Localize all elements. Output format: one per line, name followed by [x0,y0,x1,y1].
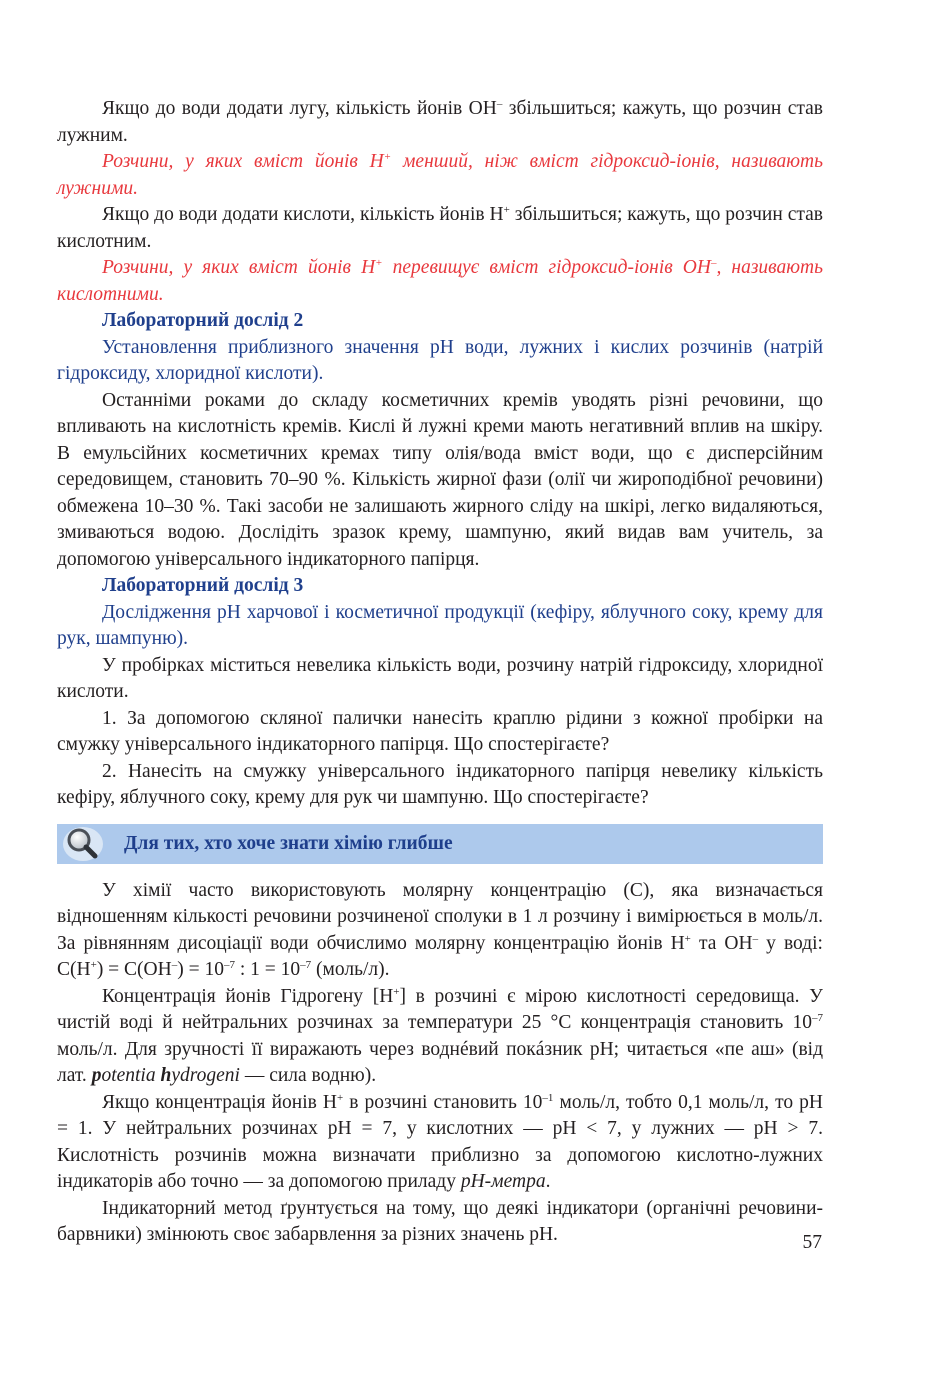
definition-alkaline: Розчини, у яких вміст йонів H+ менший, ніж вміст гідроксид-іонів, називають лужними. [57,151,823,199]
deeper-knowledge-banner [57,824,823,864]
paragraph-indicator-method: Індикаторний метод ґрунтується на тому, що деякі індикатори (органічні речовини-барвники) змінюють своє забарвлення за різних значень pH. [57,1197,823,1245]
paragraph-ph-scale: Якщо концентрація йонів H+ в розчині становить $10^{-1}$ моль/л, тобто 0,1 моль/л, то pH = 1. У нейтральних розчинах pH = 7, у кислотних — pH < 7, у лужних — pH > 7. Кислотність розчинів можна визначати приблизно за допомогою кислотно-лужних індикаторів або точно — за допомогою приладу pH-метра. [57,1091,823,1192]
lab-3-intro: У пробірках міститься невелика кількість води, розчину натрій гідроксиду, хлоридної кислоти. [57,654,823,702]
lab-2-text: Останніми роками до складу косметичних кремів уводять різні речовини, що впливають на кислотність кремів. Кислі й лужні креми мають негативний вплив на шкіру. В емульсійних косметичних кремах типу олія/вода вміст води, що є дисперсійним середовищем, становить 70–90 %. Кількість жирної фази (олії чи жироподібної речовини) обмежена 10–30 %. Такі засоби не залишають жирного сліду на шкірі, легко видаляються, змиваються водою. Дослідіть зразок крему, шампуню, який видав вам учитель, за допомогою універсального індикаторного папірця. [57,389,823,570]
banner-title: Для тих, хто хоче знати хімію глибше [124,832,453,854]
definition-acidic: Розчини, у яких вміст йонів H+ перевищує вміст гідроксид-іонів OH–, називають кислотними. [57,257,823,305]
lab-2-title: Лабораторний дослід 2 [102,310,304,331]
lab-3-title: Лабораторний дослід 3 [102,575,304,596]
lab-3-step-1: 1. За допомогою скляної палички нанесіть краплю рідини з кожної пробірки на смужку універсального індикаторного папірця. Що спостерігаєте? [57,707,823,755]
paragraph-molar-concentration: У хімії часто використовують молярну концентрацію (С), яка визначається відношенням кількості речовини розчиненої сполуки в 1 л розчину і вимірюється в моль/л. За рівнянням дисоціації води обчислимо молярну концентрацію йонів H+ та OH– у воді: $C(H^+) = C(OH^-) = 10^{-7}$ : $1 = 10^{-7}$ (моль/л). [57,879,823,980]
paragraph-alkaline: Якщо до води додати лугу, кількість йонів OH– збільшиться; кажуть, що розчин став лужним. [57,98,823,146]
paragraph-hydrogen-concentration: Концентрація йонів Гідрогену [H+] в розчині є мірою кислотності середовища. У чистій воді й нейтральних розчинах за температури 25 °С концентрація становить $10^{-7}$ моль/л. Для зручності її виражають через воднéвий покáзник pH; читається «пе аш» (від лат. potentia hydrogeni — сила водню). [57,985,823,1086]
lab-3-description: Дослідження pH харчової і косметичної продукції (кефіру, яблучного соку, крему для рук, шампуню). [57,601,823,649]
page-content [57,96,823,1249]
lab-3-step-2: 2. Нанесіть на смужку універсального індикаторного папірця невелику кількість кефіру, яблучного соку, крему для рук чи шампуню. Що спостерігаєте? [57,760,823,808]
magnifier-icon [61,824,105,864]
paragraph-acidic: Якщо до води додати кислоти, кількість йонів H+ збільшиться; кажуть, що розчин став кислотним. [57,204,823,252]
page-number: 57 [802,1232,822,1253]
lab-2-description: Установлення приблизного значення pH води, лужних і кислих розчинів (натрій гідроксиду, хлоридної кислоти). [57,336,823,384]
